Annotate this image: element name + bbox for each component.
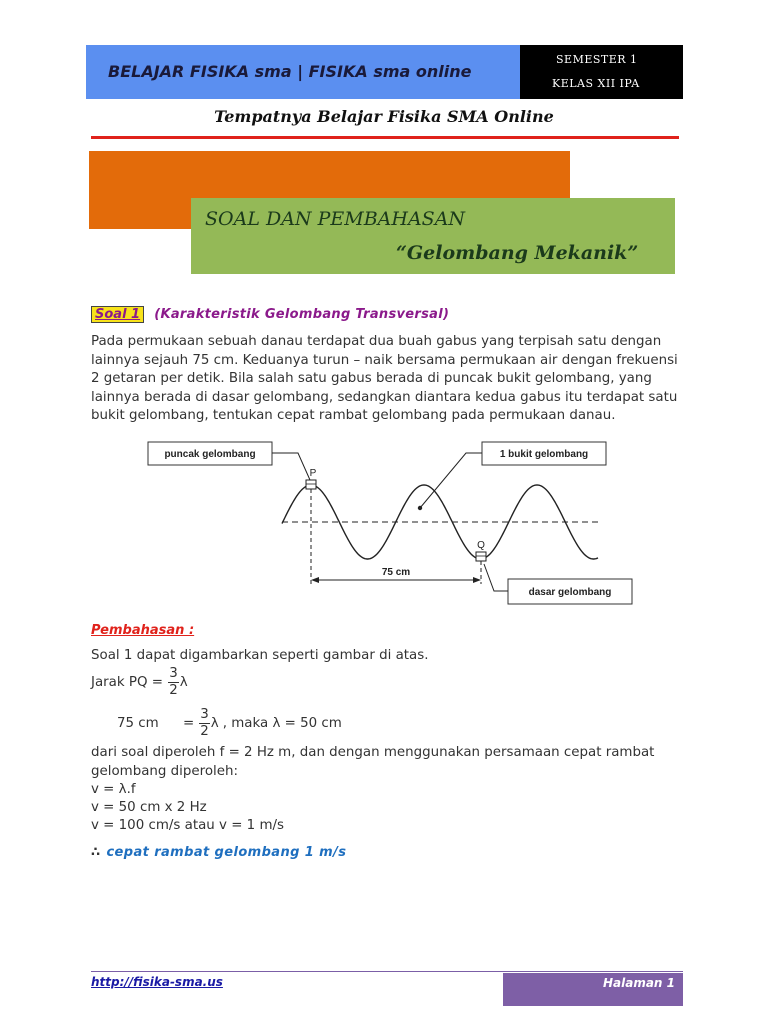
fraction-numerator: 3: [169, 666, 178, 681]
semester-box: [520, 45, 683, 99]
fraction-denominator: 2: [169, 683, 178, 698]
fraction: [199, 707, 210, 740]
cork-p: [306, 480, 316, 489]
banner-title-box: [191, 198, 675, 274]
therefore-symbol: ∴: [91, 845, 101, 860]
divider: [91, 136, 679, 139]
solution-v2: v = 50 cm x 2 Hz: [91, 800, 207, 815]
solution-heading: Pembahasan :: [91, 623, 195, 638]
solution-intro: Soal 1 dapat digambarkan seperti gambar di atas.: [91, 648, 429, 663]
crest-label: puncak gelombang: [164, 449, 256, 460]
question-title: (Karakteristik Gelombang Transversal): [154, 307, 450, 322]
fraction-numerator: 3: [200, 707, 209, 722]
hill-leader: [420, 453, 482, 508]
point-p-label: P: [309, 468, 317, 479]
hill-dot: [418, 506, 422, 510]
equation-jarak: [91, 666, 188, 699]
solution-v1: v = λ.f: [91, 782, 136, 797]
lambda-symbol: λ: [210, 716, 219, 731]
wave-figure: [120, 432, 640, 612]
solution-line-f2: gelombang diperoleh:: [91, 764, 238, 779]
cork-q: [476, 552, 486, 561]
question-line: lainnya sejauh 75 cm. Keduanya turun – naik bersama permukaan air dengan frekuensi: [91, 352, 678, 368]
site-title-bar: [86, 45, 520, 99]
footer-link[interactable]: http://fisika-sma.us: [91, 975, 223, 989]
distance-label: 75 cm: [381, 567, 411, 578]
question-line: bukit gelombang, tentukan cepat rambat gelombang pada permukaan danau.: [91, 408, 616, 423]
kelas-label: KELAS XII IPA: [552, 77, 640, 90]
equation-lambda: [91, 707, 342, 740]
page-number: Halaman 1: [602, 976, 675, 990]
eq2-tail: , maka λ = 50 cm: [222, 716, 342, 731]
question-line: Pada permukaan sebuah danau terdapat dua buah gabus yang terpisah satu dengan: [91, 334, 662, 349]
trough-leader: [484, 564, 508, 591]
tagline: Tempatnya Belajar Fisika SMA Online: [214, 107, 554, 126]
question-text: [91, 333, 677, 426]
banner-line-1: SOAL DAN PEMBAHASAN: [205, 208, 466, 230]
solution-v3: v = 100 cm/s atau v = 1 m/s: [91, 818, 284, 833]
lambda-symbol: λ: [179, 675, 188, 690]
fraction: [168, 666, 179, 699]
banner-line-2: “Gelombang Mekanik”: [396, 242, 639, 264]
semester-label: SEMESTER 1: [556, 53, 638, 66]
eq2-left: 75 cm: [117, 716, 159, 731]
wave-curve: [282, 485, 598, 559]
conclusion-text: cepat rambat gelombang 1 m/s: [106, 845, 347, 860]
point-q-label: Q: [477, 540, 485, 551]
conclusion: [91, 845, 346, 860]
trough-label: dasar gelombang: [528, 587, 612, 598]
question-heading: [91, 307, 449, 322]
site-title: BELAJAR FISIKA sma | FISIKA sma online: [108, 62, 472, 81]
solution-line-f: dari soal diperoleh f = 2 Hz m, dan dengan menggunakan persamaan cepat rambat: [91, 745, 655, 760]
question-label: Soal 1: [91, 306, 144, 323]
hill-label: 1 bukit gelombang: [499, 449, 589, 460]
crest-leader: [272, 453, 310, 480]
question-line: lainnya berada di dasar gelombang, sedangkan diantara kedua gabus itu terdapat satu: [91, 389, 678, 405]
eq2-equals: =: [183, 716, 195, 731]
page-number-box: [503, 973, 683, 1006]
question-line: 2 getaran per detik. Bila salah satu gabus berada di puncak bukit gelombang, yang: [91, 371, 652, 386]
jarak-prefix: Jarak PQ =: [91, 675, 168, 690]
footer-divider: [91, 971, 683, 972]
fraction-denominator: 2: [200, 724, 209, 739]
